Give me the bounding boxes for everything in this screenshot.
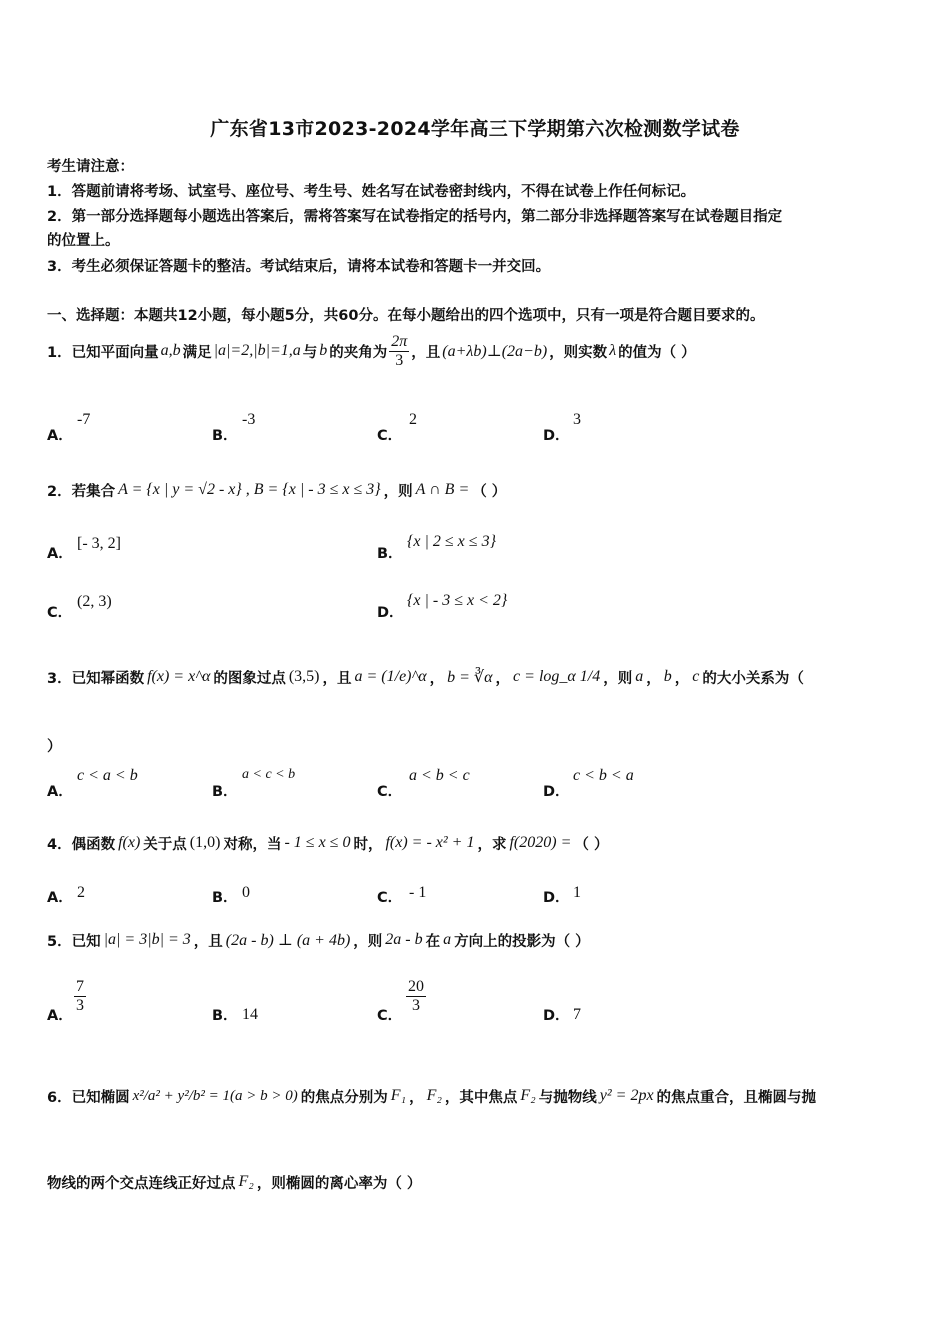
q3-option-d-value: c < b < a [573, 767, 634, 784]
q2-text: （ ） [472, 483, 507, 500]
q6-text: 物线的两个交点连线正好过点 [47, 1175, 236, 1192]
q4-math: f(x) = - x² + 1 [385, 834, 475, 851]
notice-line-2a: 2．第一部分选择题每小题选出答案后，需将答案写在试卷指定的括号内，第二部分非选择题答案写在试卷题目指定 [47, 209, 783, 225]
q4-option-d-value: 1 [573, 884, 581, 901]
q5-option-d-label: D． [543, 1008, 570, 1024]
fraction-denominator: 3 [395, 351, 404, 369]
page-title: 广东省13市2023-2024学年高三下学期第六次检测数学试卷 [210, 118, 740, 140]
q4-option-c-label: C． [377, 890, 403, 906]
q5-option-b-label: B． [212, 1008, 238, 1024]
q3-math: b [663, 668, 672, 685]
q5-math: 2a - b [385, 931, 423, 948]
q3-option-a-label: A． [47, 784, 73, 800]
q6-math: y² = 2px [599, 1087, 654, 1104]
q3-option-a-value: c < a < b [77, 767, 138, 784]
q3-math: (3,5) [288, 668, 320, 685]
q3-math: f(x) = x^α [147, 668, 211, 685]
q2-option-b-value: {x | 2 ≤ x ≤ 3} [407, 533, 496, 550]
q3-text: ， [429, 670, 445, 687]
q1-option-c-value: 2 [409, 411, 417, 428]
q1-math: λ [609, 342, 617, 359]
q1-text: 1．已知平面向量 [47, 344, 159, 361]
section-heading: 一、选择题：本题共12小题，每小题5分，共60分。在每小题给出的四个选项中，只有一项是符合题目要求的。 [47, 308, 765, 324]
q3-text: ， [646, 670, 661, 687]
q6-math: F₁ [390, 1087, 407, 1104]
q1-text: 的夹角为 [329, 344, 388, 361]
q5-text: 5．已知 [47, 933, 101, 950]
q1-math: b [319, 342, 328, 359]
q6-math: F₂ [238, 1173, 254, 1190]
q4-math: (1,0) [189, 834, 221, 851]
q1-option-b-label: B． [212, 428, 238, 444]
q5-text: 方向上的投影为（ ） [454, 933, 590, 950]
q4-math: - 1 ≤ x ≤ 0 [284, 834, 351, 851]
q1-option-b-value: -3 [242, 411, 256, 428]
q6-math: F₂ [426, 1087, 442, 1104]
q3-text: 3．已知幂函数 [47, 670, 145, 687]
q3-math: a = (1/e)^α [354, 668, 427, 685]
q2-option-c-value: (2, 3) [77, 593, 112, 610]
q4-option-c-value: - 1 [409, 884, 427, 901]
q1-text: 与 [302, 344, 318, 361]
q4-option-a-value: 2 [77, 884, 85, 901]
q6-text: ， [409, 1089, 424, 1106]
notice-line-2b: 的位置上。 [47, 233, 120, 249]
q1-option-a-label: A． [47, 428, 73, 444]
q4-text: 4．偶函数 [47, 836, 116, 853]
q6-text: 的焦点重合，且椭圆与抛 [656, 1089, 817, 1106]
q4-option-b-label: B． [212, 890, 238, 906]
q2-option-a-label: A． [47, 546, 73, 562]
question-2 [47, 474, 506, 506]
q1-option-c-label: C． [377, 428, 403, 444]
q6-text: 与抛物线 [538, 1089, 597, 1106]
q4-math: f(2020) = [509, 834, 572, 851]
q3-text: ，则 [603, 670, 633, 687]
q1-option-d-value: 3 [573, 411, 581, 428]
q3-option-c-value: a < b < c [409, 767, 470, 784]
q4-text: 对称，当 [223, 836, 282, 853]
q2-option-d-value: {x | - 3 ≤ x < 2} [407, 592, 508, 609]
q5-math: (2a - b) ⊥ (a + 4b) [225, 932, 351, 949]
q3-math: b = ∛α [447, 669, 493, 686]
q2-option-c-label: C． [47, 605, 73, 621]
q3-text: 的图象过点 [213, 670, 286, 687]
q3-close-paren: ） [47, 739, 62, 755]
q1-math: a,b [160, 342, 181, 359]
notice-line-3: 3．考生必须保证答题卡的整洁。考试结束后，请将本试卷和答题卡一并交回。 [47, 259, 551, 275]
q3-math: a [635, 668, 644, 685]
q4-text: 关于点 [143, 836, 187, 853]
q3-option-c-label: C． [377, 784, 403, 800]
q5-math: |a| = 3|b| = 3 [103, 931, 191, 948]
q5-text: 在 [425, 933, 441, 950]
q2-math: A ∩ B = [415, 481, 470, 498]
question-6 [47, 1068, 816, 1124]
question-4 [47, 825, 608, 861]
q3-text: 的大小关系为（ [702, 670, 804, 687]
q2-option-d-label: D． [377, 605, 404, 621]
notice-line-1: 1．答题前请将考场、试室号、座位号、考生号、姓名写在试卷密封线内，不得在试卷上作任何标记。 [47, 184, 696, 200]
q1-math: |a|=2,|b|=1,a [213, 342, 301, 359]
q2-option-a-value: [- 3, 2] [77, 535, 121, 552]
q6-text: 6．已知椭圆 [47, 1089, 130, 1106]
q3-option-b-value: a < c < b [242, 767, 296, 782]
q3-option-d-label: D． [543, 784, 570, 800]
q6-text: 的焦点分别为 [300, 1089, 388, 1106]
q3-option-b-label: B． [212, 784, 238, 800]
q5-text: ，则 [353, 933, 383, 950]
q2-text: 2．若集合 [47, 483, 116, 500]
q2-text: ，则 [383, 483, 413, 500]
fraction-numerator: 7 [76, 978, 84, 995]
q4-option-a-label: A． [47, 890, 73, 906]
q1-option-a-value: -7 [77, 411, 91, 428]
q1-text: 的值为（ ） [618, 344, 696, 361]
q5-text: ，且 [193, 933, 223, 950]
q4-math: f(x) [118, 834, 141, 851]
fraction-numerator: 2π [391, 332, 408, 350]
question-6-line-2 [47, 1164, 421, 1200]
q5-option-a-fraction [74, 978, 86, 1015]
fraction-numerator: 20 [408, 978, 424, 995]
notice-heading: 考生请注意： [47, 159, 134, 175]
q6-math: F₂ [520, 1087, 536, 1104]
question-3 [47, 652, 804, 702]
q4-text: ，求 [477, 836, 507, 853]
q4-text: 时， [353, 836, 383, 853]
q4-option-d-label: D． [543, 890, 570, 906]
q6-math: x²/a² + y²/b² = 1(a > b > 0) [132, 1087, 298, 1104]
q2-option-b-label: B． [377, 546, 403, 562]
q1-text: ，则实数 [549, 344, 608, 361]
q5-option-c-label: C． [377, 1008, 403, 1024]
question-5 [47, 922, 590, 958]
q5-option-c-fraction [406, 978, 426, 1015]
q5-option-d-value: 7 [573, 1006, 581, 1023]
q3-text: ，且 [322, 670, 352, 687]
q3-math: c [692, 668, 700, 685]
q1-text: ，且 [411, 344, 441, 361]
fraction-denominator: 3 [412, 997, 420, 1014]
q2-math: A = {x | y = √2 - x} , B = {x | - 3 ≤ x ≤ 3} [118, 481, 381, 498]
q6-text: ，则椭圆的离心率为（ ） [256, 1175, 422, 1192]
q1-math: (a+λb)⊥(2a−b) [442, 343, 548, 360]
q5-math: a [443, 931, 452, 948]
q1-text: 满足 [182, 344, 212, 361]
q4-text: （ ） [574, 836, 609, 853]
q1-option-d-label: D． [543, 428, 570, 444]
q3-math: c = log_α 1/4 [513, 668, 601, 685]
q3-text: ， [674, 670, 690, 687]
q5-option-b-value: 14 [242, 1006, 258, 1023]
question-1 [47, 326, 696, 376]
fraction-denominator: 3 [76, 997, 84, 1014]
q6-text: ，其中焦点 [444, 1089, 518, 1106]
q3-text: ， [495, 670, 511, 687]
q4-option-b-value: 0 [242, 884, 250, 901]
q5-option-a-label: A． [47, 1008, 73, 1024]
q1-angle-fraction [389, 333, 409, 370]
